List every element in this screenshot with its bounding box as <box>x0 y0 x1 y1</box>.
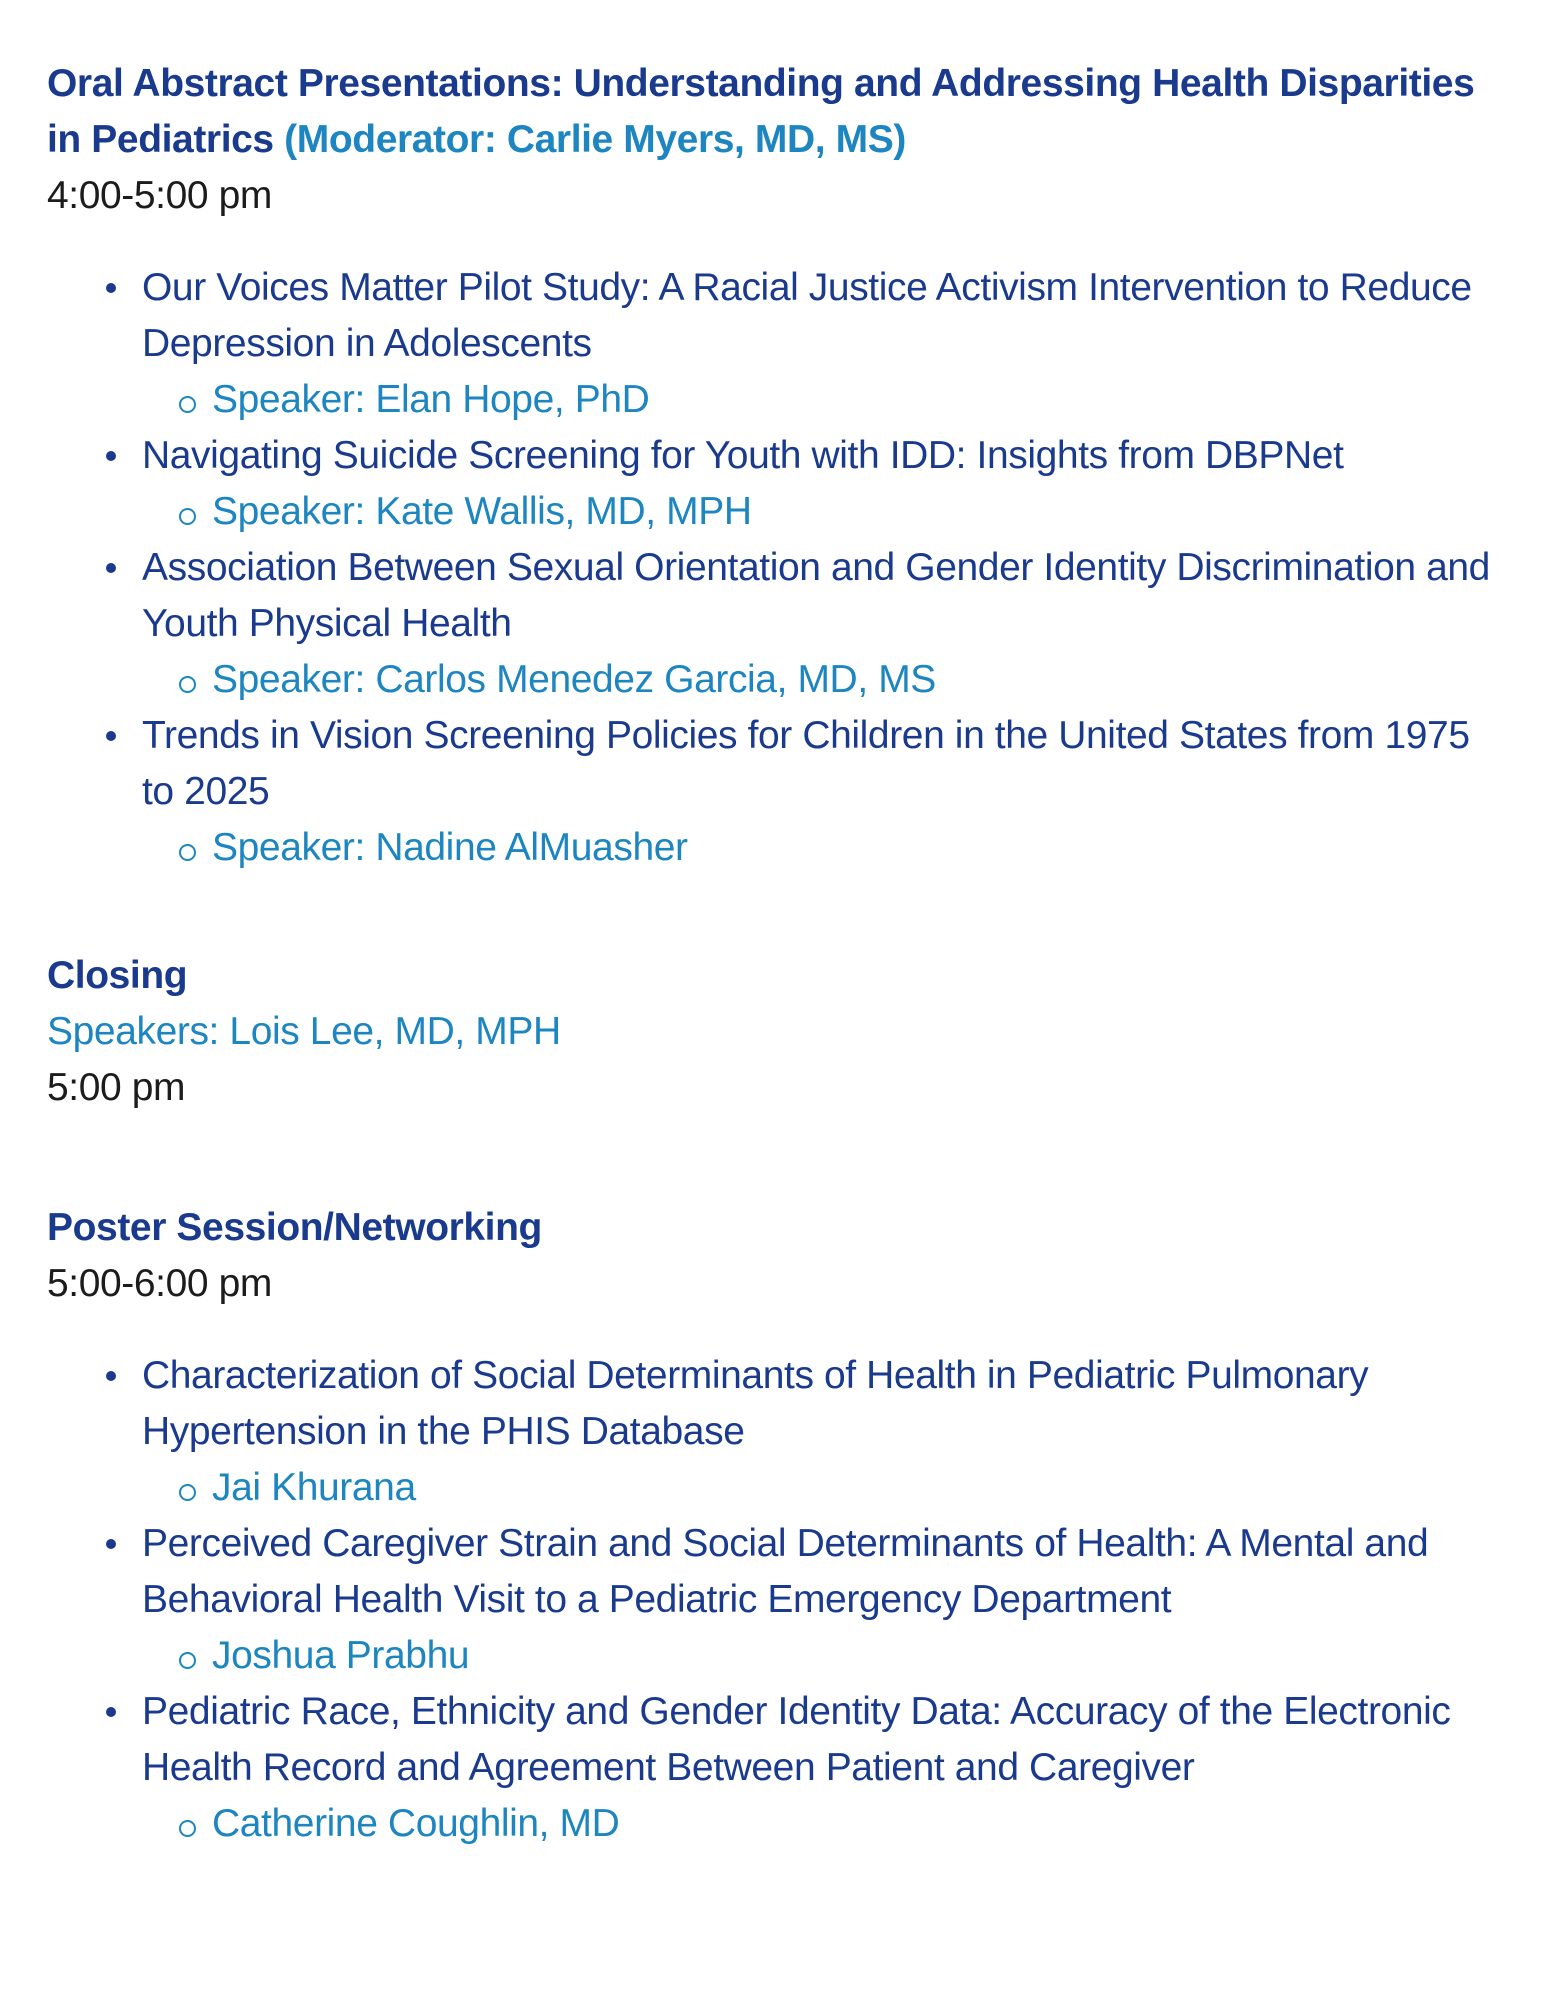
session-title: Poster Session/Networking <box>47 1206 542 1249</box>
session-time: 5:00 pm <box>47 1066 186 1109</box>
speaker-item <box>142 652 1505 708</box>
poster-title: Perceived Caregiver Strain and Social Determinants of Health: A Mental and Behavioral Health Visit to a Pediatric Emergency Department <box>142 1522 1429 1621</box>
presentation-item <box>47 260 1505 428</box>
presentation-item <box>47 428 1505 540</box>
session-time: 4:00-5:00 pm <box>47 174 273 217</box>
presenter-item <box>142 1460 1505 1516</box>
session-poster-networking <box>47 1200 1505 1852</box>
speaker-item <box>142 820 1505 876</box>
presenter-name: Jai Khurana <box>212 1466 416 1509</box>
poster-item <box>47 1348 1505 1516</box>
session-title: Oral Abstract Presentations: Understanding and Addressing Health Disparities in Pediatrics <box>47 62 1475 161</box>
poster-item <box>47 1516 1505 1684</box>
speaker-item <box>142 372 1505 428</box>
session-speakers-line <box>47 1004 1505 1060</box>
presenter-sublist <box>142 1628 1505 1684</box>
presentation-title: Association Between Sexual Orientation and Gender Identity Discrimination and Youth Physical Health <box>142 546 1490 645</box>
session-title-line <box>47 948 1505 1004</box>
presenter-item <box>142 1628 1505 1684</box>
presenter-sublist <box>142 1460 1505 1516</box>
poster-item <box>47 1684 1505 1852</box>
speaker-sublist <box>142 820 1505 876</box>
presenter-item <box>142 1796 1505 1852</box>
speaker-item <box>142 484 1505 540</box>
session-title-line <box>47 56 1505 168</box>
presentation-title: Trends in Vision Screening Policies for Children in the United States from 1975 to 2025 <box>142 714 1470 813</box>
speaker-name: Speaker: Elan Hope, PhD <box>212 378 650 421</box>
presenter-name: Joshua Prabhu <box>212 1634 470 1677</box>
speaker-sublist <box>142 372 1505 428</box>
speaker-name: Speaker: Kate Wallis, MD, MPH <box>212 490 752 533</box>
poster-title: Characterization of Social Determinants of Health in Pediatric Pulmonary Hypertension in the PHIS Database <box>142 1354 1369 1453</box>
session-moderator: (Moderator: Carlie Myers, MD, MS) <box>284 118 906 161</box>
session-closing <box>47 948 1505 1116</box>
presentation-item <box>47 540 1505 708</box>
speaker-sublist <box>142 652 1505 708</box>
session-title: Closing <box>47 954 188 997</box>
speaker-name: Speaker: Nadine AlMuasher <box>212 826 688 869</box>
speaker-sublist <box>142 484 1505 540</box>
poster-list <box>47 1348 1505 1852</box>
session-title-line <box>47 1200 1505 1256</box>
speaker-name: Speaker: Carlos Menedez Garcia, MD, MS <box>212 658 936 701</box>
session-time: 5:00-6:00 pm <box>47 1262 273 1305</box>
presentation-title: Navigating Suicide Screening for Youth with IDD: Insights from DBPNet <box>142 434 1344 477</box>
presentation-item <box>47 708 1505 876</box>
poster-title: Pediatric Race, Ethnicity and Gender Identity Data: Accuracy of the Electronic Health Record and Agreement Between Patient and Caregiver <box>142 1690 1451 1789</box>
presentation-list <box>47 260 1505 876</box>
presenter-name: Catherine Coughlin, MD <box>212 1802 620 1845</box>
session-oral-abstracts <box>47 56 1505 876</box>
presentation-title: Our Voices Matter Pilot Study: A Racial Justice Activism Intervention to Reduce Depression in Adolescents <box>142 266 1472 365</box>
presenter-sublist <box>142 1796 1505 1852</box>
speaker-name: Speakers: Lois Lee, MD, MPH <box>47 1010 561 1053</box>
